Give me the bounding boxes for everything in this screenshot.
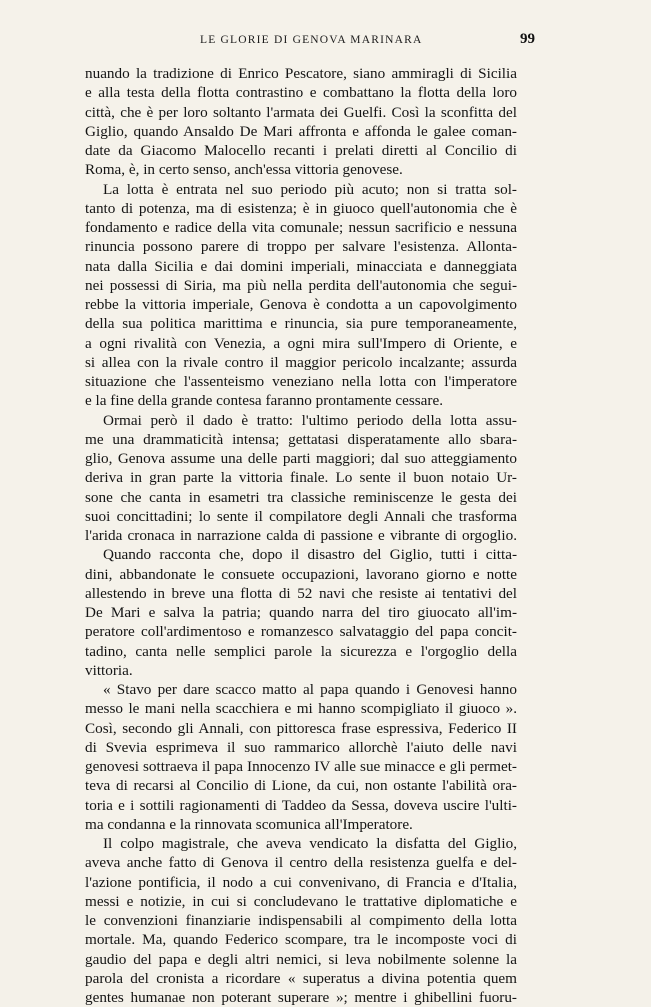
- text-line: tadino, canta nelle semplici parole la sicurezza e l'orgoglio della: [85, 642, 517, 660]
- text-line: glio, Genova assume una delle parti maggiori; dal suo atteggiamento: [85, 450, 517, 467]
- paragraph: [85, 64, 517, 180]
- text-line: me una drammaticità intensa; gettatasi disperatamente allo sbara-: [85, 430, 517, 448]
- running-title: LE GLORIE DI GENOVA MARINARA: [200, 34, 423, 46]
- text-line: Così, secondo gli Annali, con pittoresca frase espressiva, Federico II: [85, 719, 517, 737]
- text-line: nei possessi di Siria, ma più nella perdita dell'autonomia che segui-: [85, 276, 517, 294]
- text-line: sone che canta in esametri tra classiche reminiscenze le gesta dei: [85, 488, 517, 506]
- text-line: rebbe la vittoria imperiale, Genova è condotta a un capovolgimento: [85, 296, 517, 313]
- text-line: nata dalla Sicilia e dai domini imperiali, minacciata e danneggiata: [85, 257, 517, 275]
- text-line: date da Giacomo Malocello recanti i prelati diretti al Concilio di: [85, 142, 517, 159]
- text-line: Roma, è, in certo senso, anch'essa vittoria genovese.: [85, 161, 403, 179]
- paragraph: [85, 411, 517, 546]
- text-line: ma condanna e la rinnovata scomunica all'Imperatore.: [85, 815, 413, 833]
- text-line: gentes humanae non poterant superare »; mentre i ghibellini fuoru-: [85, 989, 517, 1006]
- text-line: peratore coll'ardimentoso e romanzesco salvataggio del papa concit-: [85, 623, 517, 641]
- text-line: De Mari e salva la patria; quando narra del tiro giuocato all'im-: [85, 604, 517, 621]
- text-line: vittoria.: [85, 661, 133, 679]
- text-line: Giglio, quando Ansaldo De Mari affronta e affonda le galee coman-: [85, 122, 517, 140]
- text-line: tanto di potenza, ma di esistenza; è in giuoco quell'autonomia che è: [85, 199, 517, 217]
- text-line: città, che è per loro soltanto l'armata dei Guelfi. Così la sconfitta del: [85, 103, 517, 121]
- text-line: dini, abbandonate le consuete occupazioni, lavorano giorno e notte: [85, 565, 517, 583]
- text-line: l'arida cronaca in narrazione calda di passione e vibrante di orgoglio.: [85, 527, 517, 544]
- text-line: toria e i sottili ragionamenti di Taddeo da Sessa, doveva uscire l'ulti-: [85, 796, 517, 814]
- text-line: e la fine della grande contesa faranno prontamente cessare.: [85, 392, 443, 410]
- text-line: situazione che l'assenteismo veneziano nella lotta con l'imperatore: [85, 373, 517, 390]
- body-text: [85, 64, 517, 1007]
- page-header: [85, 31, 535, 54]
- text-line: allestendo in breve una flotta di 52 navi che resiste ai tentativi del: [85, 584, 517, 602]
- text-line: fondamento e radice della vita comunale; nessun sacrificio e nessuna: [85, 219, 517, 236]
- text-line: gaudio del papa e degli altri nemici, si leva nobilmente solenne la: [85, 950, 517, 968]
- text-line: aveva anche fatto di Genova il centro della resistenza guelfa e del-: [85, 854, 517, 872]
- text-line: l'azione pontificia, il nodo a cui convenivano, di Francia e d'Italia,: [85, 873, 517, 891]
- text-line: teva di recarsi al Concilio di Lione, da cui, non ostante l'abilità ora-: [85, 777, 517, 795]
- text-line: si allea con la rivale contro il maggior pericolo incalzante; assurda: [85, 353, 517, 371]
- paragraph: [85, 180, 517, 411]
- text-line: e alla testa della flotta contrastino e combattano la flotta della loro: [85, 84, 517, 102]
- text-line: La lotta è entrata nel suo periodo più acuto; non si tratta sol-: [103, 180, 517, 198]
- text-line: le convenzioni finanziarie indispensabili al compimento della lotta: [85, 912, 517, 929]
- text-line: rinuncia possono parere di troppo per salvare l'esistenza. Allonta-: [85, 238, 517, 256]
- text-line: di Svevia esprimeva il suo rammarico allorchè l'aiuto delle navi: [85, 738, 517, 756]
- page-number: 99: [520, 31, 535, 47]
- text-line: Quando racconta che, dopo il disastro del Giglio, tutti i citta-: [103, 546, 517, 564]
- text-line: Il colpo magistrale, che aveva vendicato la disfatta del Giglio,: [103, 835, 517, 852]
- paragraph: [85, 545, 517, 680]
- paragraph: [85, 834, 517, 1007]
- text-line: messi e notizie, in cui si concludevano le trattative diplomatiche e: [85, 892, 517, 910]
- paragraph: [85, 680, 517, 834]
- text-line: « Stavo per dare scacco matto al papa quando i Genovesi hanno: [103, 681, 517, 698]
- text-line: genovesi sottraeva il papa Innocenzo IV alle sue minacce e gli permet-: [85, 758, 517, 775]
- text-line: Ormai però il dado è tratto: l'ultimo periodo della lotta assu-: [103, 411, 517, 429]
- text-line: suoi concittadini; lo sente il compilatore degli Annali che trasforma: [85, 507, 517, 525]
- text-line: deriva in gran parte la vittoria finale. Lo sente il buon notaio Ur-: [85, 469, 517, 487]
- text-line: messo le mani nella scacchiera e mi hanno scompigliato il giuoco ».: [85, 700, 517, 718]
- text-line: parola del cronista a ricordare « superatus a divina potentia quem: [85, 969, 517, 987]
- text-line: mortale. Ma, quando Federico scompare, tra le incomposte voci di: [85, 931, 517, 949]
- text-line: a ogni rivalità con Venezia, a ogni mira sull'Impero di Oriente, e: [85, 334, 517, 352]
- text-line: della sua politica marittima e rinuncia, sia pure temporaneamente,: [85, 315, 517, 333]
- text-line: nuando la tradizione di Enrico Pescatore, siano ammiragli di Sicilia: [85, 65, 517, 82]
